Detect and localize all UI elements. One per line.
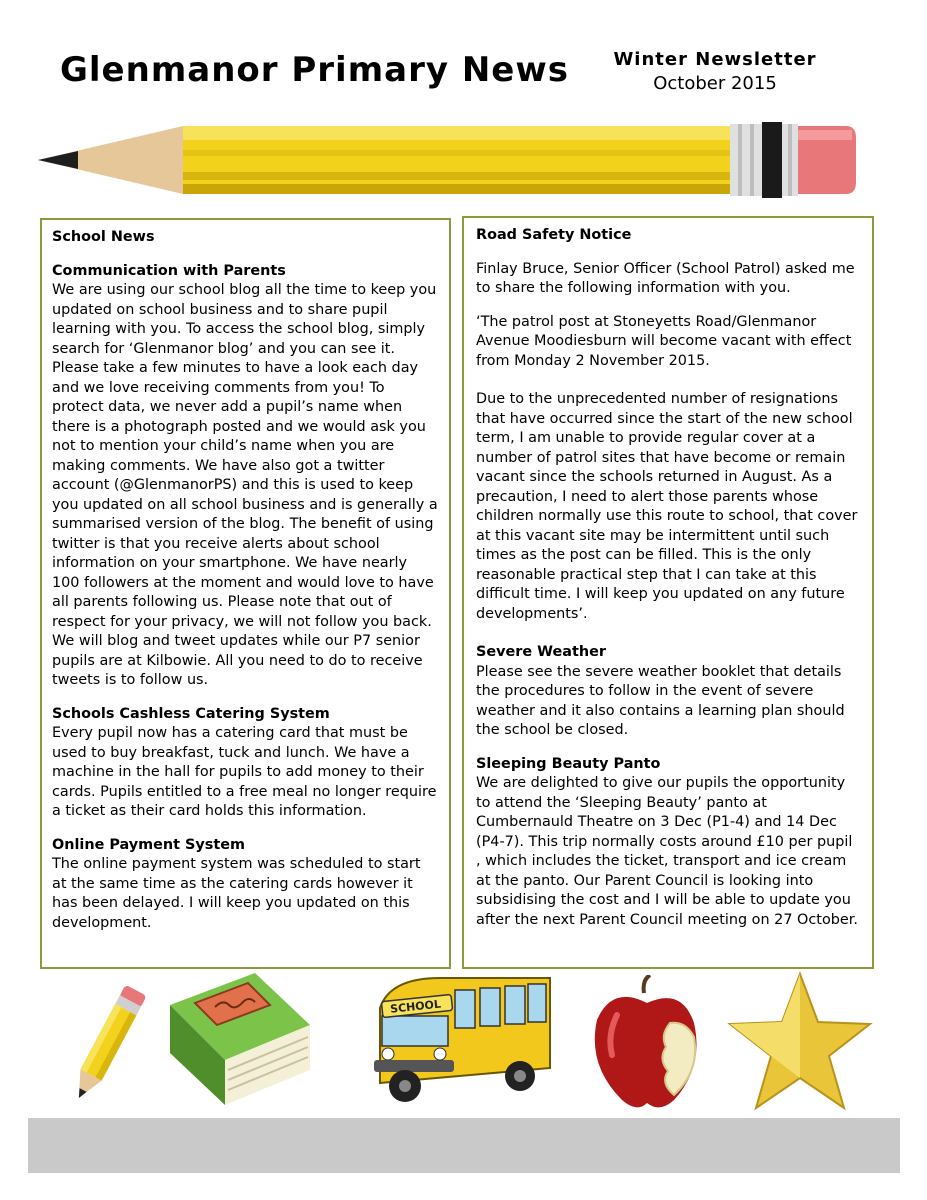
severe-weather-heading: Severe Weather (476, 644, 606, 660)
severe-weather-text: Please see the severe weather booklet that details the procedures to follow in the event of severe weather and it also contains a learning plan should the school be closed. (476, 663, 845, 738)
panto-heading: Sleeping Beauty Panto (476, 755, 661, 772)
school-bus-icon (360, 968, 560, 1113)
road-safety-intro: Finlay Bruce, Senior Officer (School Patrol) asked me to share the following information with you. (476, 260, 855, 296)
communication-heading: Communication with Parents (52, 262, 286, 279)
pencil-banner-icon (38, 120, 858, 200)
catering-heading: Schools Cashless Catering System (52, 705, 330, 722)
footer-band (28, 1118, 900, 1173)
newsletter-title: Glenmanor Primary News (60, 50, 570, 90)
apple-icon (582, 975, 712, 1115)
star-icon (725, 970, 875, 1115)
bus-sign-text: SCHOOL (389, 997, 442, 1016)
edition-label: Winter Newsletter (613, 49, 817, 70)
payment-text: The online payment system was scheduled to start at the same time as the catering cards however it has been delayed. I will keep you updated on this development. (52, 856, 421, 931)
catering-text: Every pupil now has a catering card that must be used to buy breakfast, tuck and lunch. We have a machine in the hall for pupils to add money to their cards. Pupils entitled to a free meal no longer require a ticket as their card holds this information. (52, 725, 437, 819)
school-news-heading: School News (52, 229, 155, 245)
road-safety-heading: Road Safety Notice (476, 227, 632, 243)
school-news-box (40, 218, 451, 969)
book-icon (160, 965, 320, 1115)
road-safety-quote-2: Due to the unprecedented number of resignations that have occurred since the start of the new school term, I am unable to provide regular cover at a number of patrol sites that have become or remain vacant since the schools returned in August. As a precaution, I need to alert those parents whose children normally use this route to school, that cover at this vacant site may be intermittent until such times as the post can be filled. This is the only reasonable practical step that I can take at this difficult time. I will keep you updated on any future developments’. (476, 391, 858, 622)
road-safety-quote-1: ‘The patrol post at Stoneyetts Road/Glenmanor Avenue Moodiesburn will become vacant with effect from Monday 2 November 2015. (476, 313, 852, 369)
edition-block (600, 48, 830, 96)
road-safety-box (462, 216, 874, 969)
pencil-icon (62, 975, 152, 1115)
payment-heading: Online Payment System (52, 836, 246, 853)
communication-text: We are using our school blog all the time to keep you updated on school business and to share pupil learning with you. To access the school blog, simply search for ‘Glenmanor blog’ and you can see it. Please take a few minutes to have a look each day and we love receiving comments from you! To protect data, we never add a pupil’s name when there is a photograph posted and we would ask you not to mention your child’s name when you are making comments. We have also got a twitter account (@GlenmanorPS) and this is used to keep you updated on all school business and is generally a summarised version of the blog. The benefit of using twitter is that you receive alerts about school information on your smartphone. We have nearly 100 followers at the moment and would love to have all parents following us. Please note that out of respect for your privacy, we will not follow you back. We will blog and tweet updates while our P7 senior pupils are at Kilbowie. All you need to do to receive tweets is to follow us. (52, 282, 438, 688)
panto-text: We are delighted to give our pupils the opportunity to attend the ‘Sleeping Beauty’ panto at Cumbernauld Theatre on 3 Dec (P1-4) and 14 Dec (P4-7). This trip normally costs around £10 per pupil , which includes the ticket, transport and ice cream at the panto. Our Parent Council is looking into subsidising the cost and I will be able to update you after the next Parent Council meeting on 27 October. (476, 775, 858, 928)
edition-date: October 2015 (653, 73, 777, 94)
